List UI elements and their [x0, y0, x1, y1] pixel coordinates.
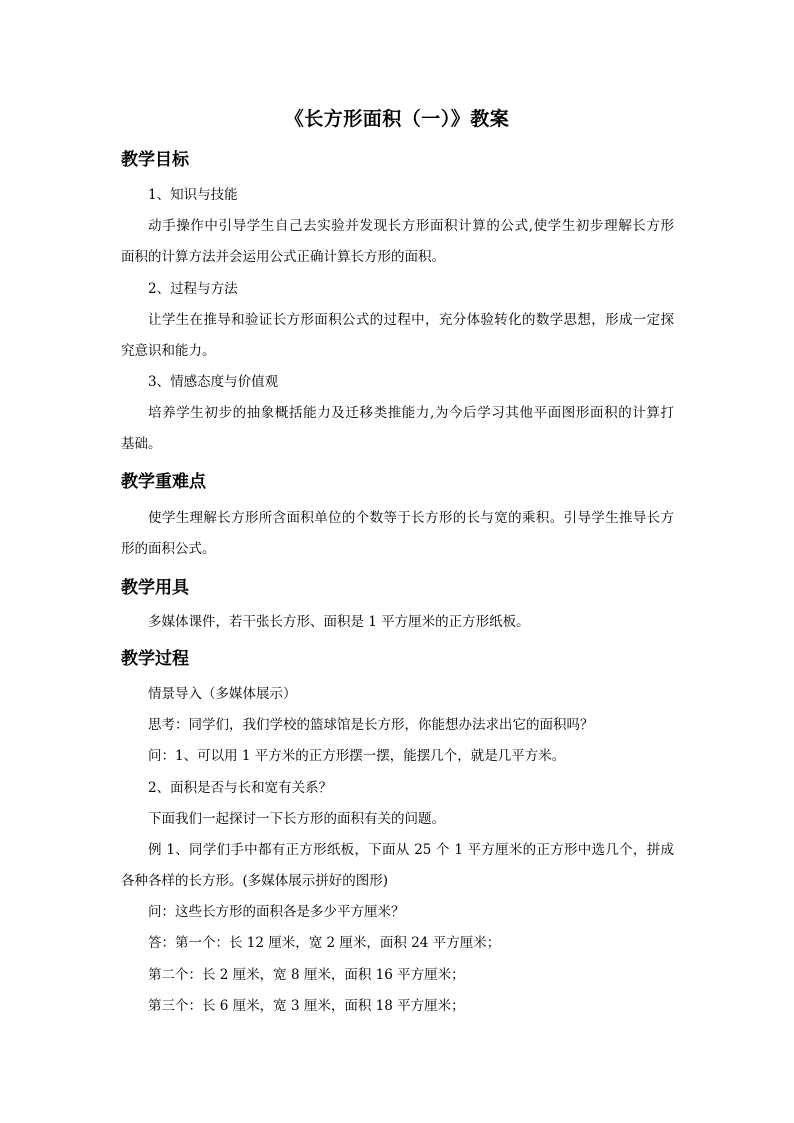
- process-line: 问：这些长方形的面积各是多少平方厘米？: [148, 904, 405, 920]
- process-line: 例 1、同学们手中都有正方形纸板，下面从 25 个 1 平方厘米的正方形中选几个，拼成: [148, 842, 674, 858]
- objective-1-text-line1: 动手操作中引导学生自己去实验并发现长方形面积计算的公式,使学生初步理解长方形: [148, 218, 674, 234]
- process-line: 下面我们一起探讨一下长方形的面积有关的问题。: [148, 811, 445, 827]
- key-points-line1: 使学生理解长方形所含面积单位的个数等于长方形的长与宽的乘积。引导学生推导长方: [148, 510, 674, 526]
- process-line: 答：第一个：长 12 厘米，宽 2 厘米，面积 24 平方厘米；: [148, 935, 501, 951]
- objective-3-text-line2: 基础。: [121, 436, 162, 452]
- objective-1-text-line2: 面积的计算方法并会运用公式正确计算长方形的面积。: [121, 249, 445, 265]
- process-line: 情景导入（多媒体展示）: [148, 686, 297, 702]
- objective-3-text-line1: 培养学生初步的抽象概括能力及迁移类推能力,为今后学习其他平面图形面积的计算打: [148, 405, 674, 421]
- key-points-line2: 形的面积公式。: [121, 541, 216, 557]
- process-line: 第三个：长 6 厘米，宽 3 厘米，面积 18 平方厘米；: [148, 998, 465, 1014]
- objective-3-title: 3、情感态度与价值观: [148, 374, 279, 390]
- objective-2-text-line2: 究意识和能力。: [121, 343, 216, 359]
- heading-tools: 教学用具: [121, 578, 189, 598]
- process-line: 思考：同学们，我们学校的篮球馆是长方形，你能想办法求出它的面积吗？: [148, 717, 594, 733]
- heading-key-points: 教学重难点: [121, 472, 206, 492]
- heading-process: 教学过程: [121, 649, 189, 669]
- process-line: 各种各样的长方形。(多媒体展示拼好的图形): [121, 873, 389, 889]
- tools-line1: 多媒体课件，若干张长方形、面积是 1 平方厘米的正方形纸板。: [148, 614, 530, 630]
- process-line: 2、面积是否与长和宽有关系？: [148, 780, 333, 796]
- document-title: 《长方形面积（一）》教案: [284, 108, 510, 130]
- heading-objectives: 教学目标: [121, 150, 189, 170]
- objective-2-title: 2、过程与方法: [148, 281, 238, 297]
- objective-1-title: 1、知识与技能: [148, 187, 238, 203]
- process-line: 第二个：长 2 厘米，宽 8 厘米，面积 16 平方厘米；: [148, 967, 465, 983]
- objective-2-text-line1: 让学生在推导和验证长方形面积公式的过程中，充分体验转化的数学思想，形成一定探: [148, 312, 674, 328]
- process-line: 问：1、可以用 1 平方米的正方形摆一摆，能摆几个，就是几平方米。: [148, 748, 566, 764]
